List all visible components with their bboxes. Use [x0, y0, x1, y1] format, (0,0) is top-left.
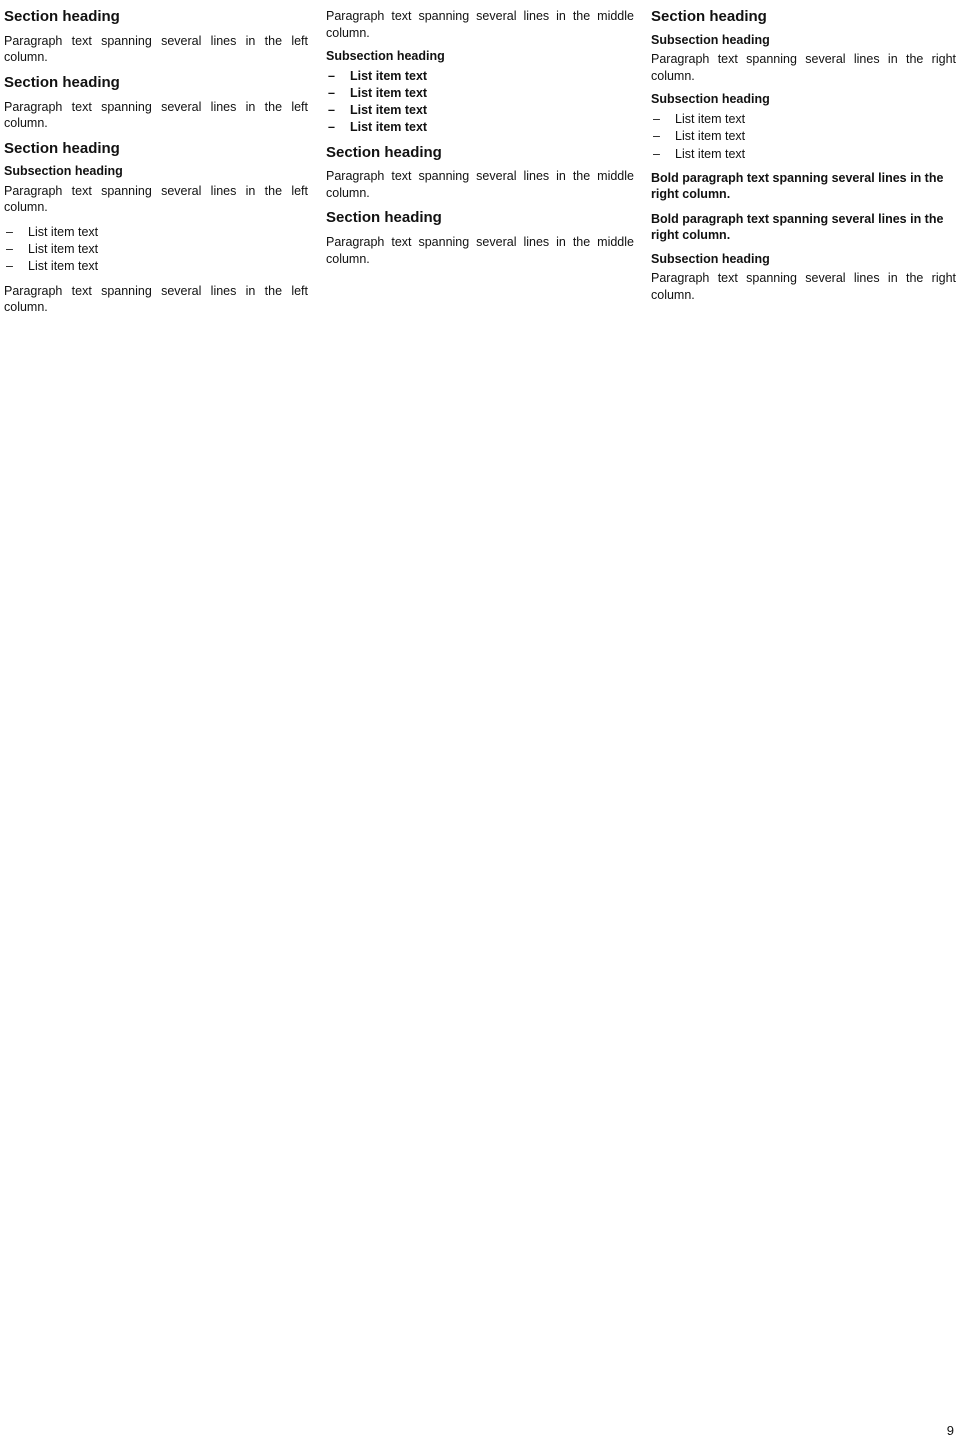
- paragraph: Paragraph text spanning several lines in the left column.: [4, 183, 308, 215]
- list-item: – List item text: [651, 111, 956, 127]
- column-1: [4, 8, 308, 324]
- list-item: – List item text: [326, 68, 634, 84]
- paragraph: Paragraph text spanning several lines in the middle column.: [326, 9, 634, 40]
- dash-list: [651, 111, 956, 162]
- section-heading: Section heading: [326, 143, 442, 161]
- bold-paragraph: Bold paragraph text spanning several lines in the right column.: [651, 170, 944, 202]
- section-heading: Section heading: [4, 139, 120, 157]
- section-heading: Section heading: [651, 8, 767, 25]
- paragraph: Paragraph text spanning several lines in the left column.: [4, 283, 308, 315]
- paragraph: Paragraph text spanning several lines in the middle column.: [326, 169, 634, 200]
- paragraph: Paragraph text spanning several lines in the middle column.: [326, 235, 634, 266]
- subsection-heading: Subsection heading: [651, 32, 770, 47]
- paragraph: Paragraph text spanning several lines in the left column.: [4, 33, 308, 65]
- column-3: [651, 8, 956, 311]
- subsection-heading: Subsection heading: [651, 92, 770, 107]
- section-heading: Section heading: [326, 209, 442, 227]
- list-item: – List item text: [4, 224, 308, 240]
- section-heading: Section heading: [4, 73, 120, 91]
- section-heading: Section heading: [4, 8, 120, 25]
- list-item: – List item text: [326, 119, 634, 135]
- subsection-heading: Subsection heading: [4, 164, 123, 179]
- column-2: [326, 8, 634, 275]
- subsection-heading: Subsection heading: [651, 251, 770, 266]
- paragraph: Paragraph text spanning several lines in the right column.: [651, 271, 956, 302]
- bold-paragraph: Bold paragraph text spanning several lines in the right column.: [651, 211, 944, 243]
- list-item: – List item text: [4, 258, 308, 274]
- page-number: 9: [946, 1423, 954, 1438]
- list-item: – List item text: [4, 241, 308, 257]
- list-item: – List item text: [326, 85, 634, 101]
- subsection-heading: Subsection heading: [326, 49, 445, 63]
- list-item: – List item text: [651, 128, 956, 144]
- paragraph: Paragraph text spanning several lines in the right column.: [651, 52, 956, 83]
- paragraph: Paragraph text spanning several lines in the left column.: [4, 99, 308, 130]
- list-item: – List item text: [651, 146, 956, 162]
- dash-list: [326, 68, 634, 136]
- dash-list: [4, 224, 308, 275]
- list-item: – List item text: [326, 102, 634, 118]
